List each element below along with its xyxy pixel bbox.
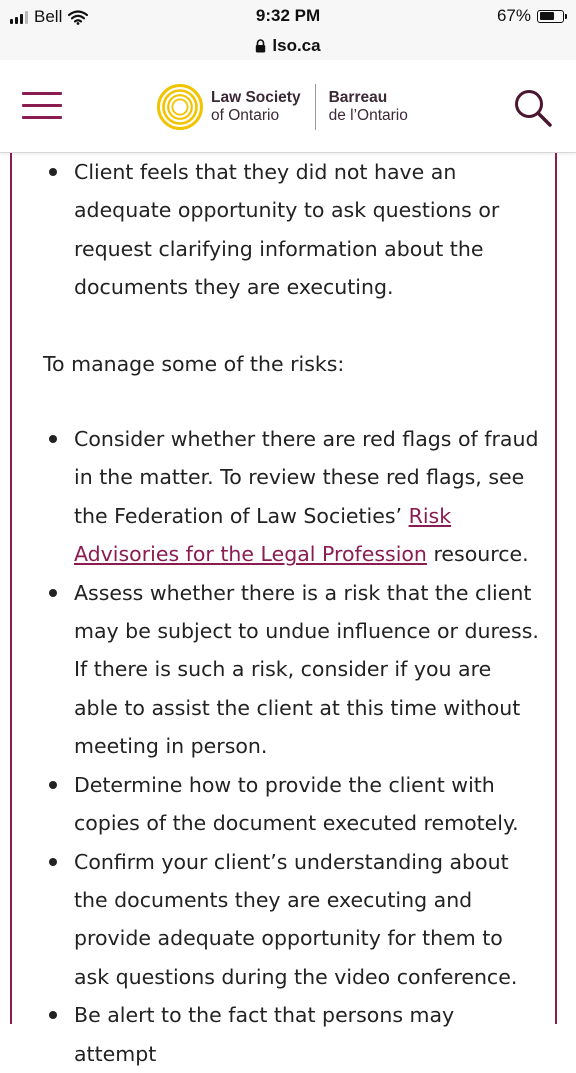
site-logo[interactable] [157,80,408,134]
battery-percentage: 67% [496,6,531,25]
list-item-text: Consider whether there are red flags of fraud in the matter. To review these red flags, see the Federation of Law Societies’ [74,427,539,528]
list-item: Client feels that they did not have an adequate opportunity to ask questions or request clarifying information about the documents they are executing. [12,153,555,307]
law-society-logo-icon [157,84,203,130]
menu-bar [22,104,62,107]
list-item [12,420,555,574]
menu-bar [22,92,62,95]
logo-fr-line2: de l’Ontario [328,107,408,124]
search-icon[interactable] [513,88,553,128]
logo-text-english [211,89,301,125]
battery-fill [540,12,555,20]
risk-management-list [12,420,555,1073]
logo-fr-line1: Barreau [328,89,388,106]
browser-top-bar [0,0,576,60]
url-domain: lso.ca [272,36,321,55]
list-item: Be alert to the fact that persons may attempt [12,996,555,1073]
article-content [10,153,557,1066]
carrier-label: Bell [34,7,63,26]
logo-divider [315,84,316,130]
address-bar[interactable] [0,32,576,60]
logo-text-french [329,89,408,125]
list-item: Assess whether there is a risk that the client may be subject to undue influence or duress. If there is such a risk, consider if you are able to assist the client at this time without meeting in person. [12,574,555,766]
lock-icon [255,39,266,53]
risk-list [12,153,555,307]
battery-icon [537,10,564,23]
list-item-text: resource. [426,542,529,567]
battery-info [497,6,564,26]
clock: 9:32 PM [255,6,321,25]
list-item: Determine how to provide the client with copies of the document executed remotely. [12,766,555,843]
hamburger-menu-button[interactable] [22,92,62,122]
list-item: Confirm your client’s understanding about the documents they are executing and provide adequate opportunity for them to ask questions during the video conference. [12,843,555,997]
menu-bar [22,116,62,119]
section-intro: To manage some of the risks: [43,351,345,376]
logo-en-line2: of Ontario [211,107,280,124]
risk-advisories-link[interactable]: Risk Advisories for the Legal Profession [74,503,452,567]
status-bar [0,0,576,32]
logo-en-line1: Law Society [211,89,301,106]
site-header [0,60,576,153]
